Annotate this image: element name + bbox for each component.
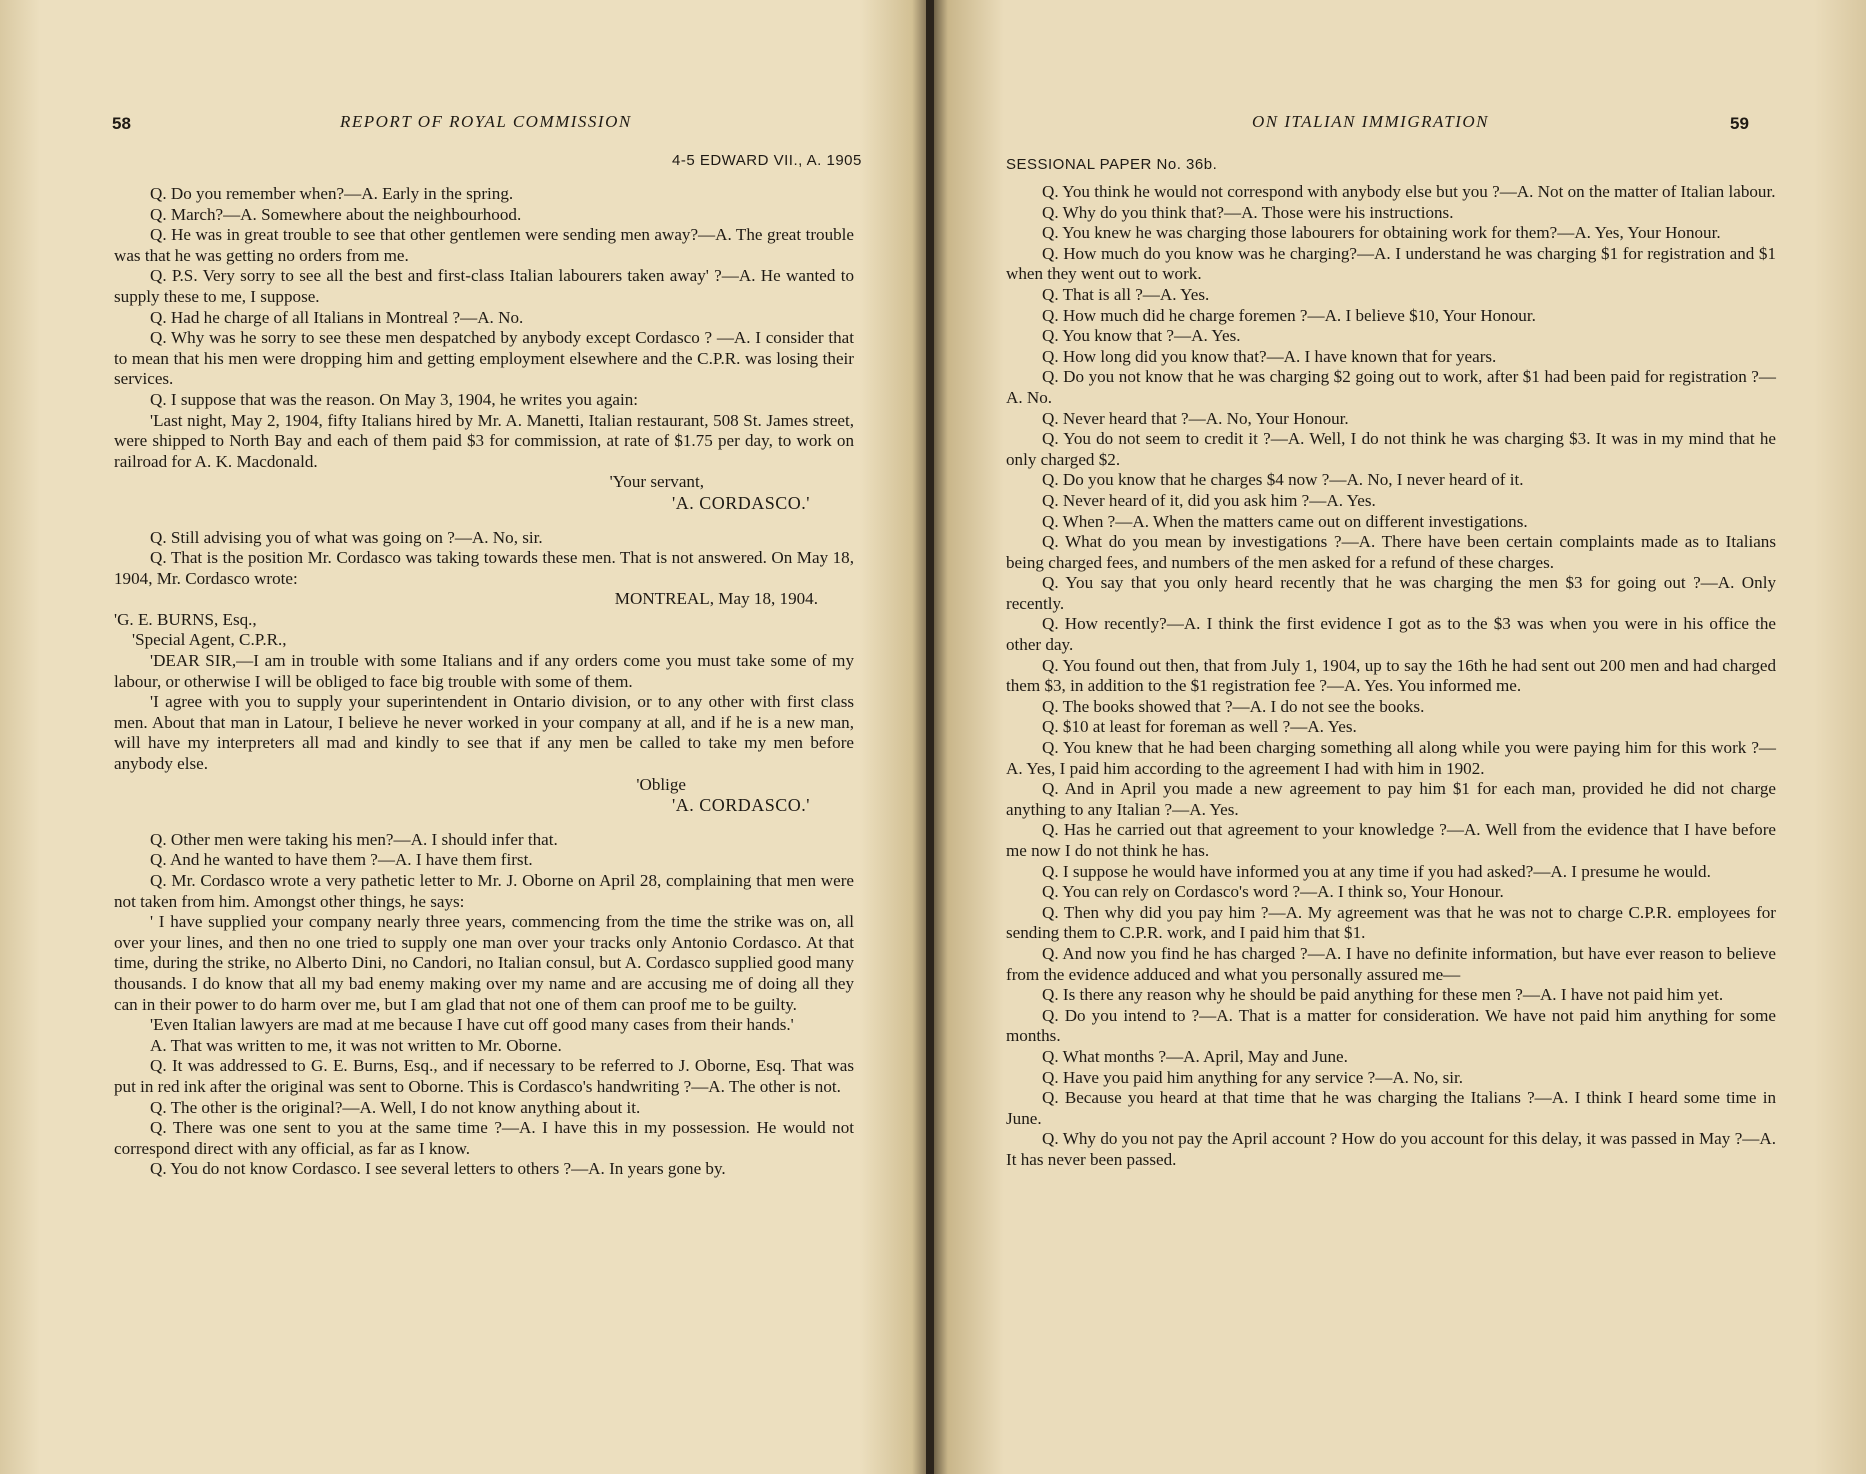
letter-addressee: 'G. E. BURNS, Esq., — [114, 609, 257, 629]
quoted-letter: 'I agree with you to supply your superintendent in Ontario division, or to any other with first class men. About that man in Latour, I believe he never worked in your company at all, and if he is a new man, will have my interpreters all mad and kindly to see that if any men be called to take my men before anybody else. — [114, 692, 854, 774]
paragraph: Q. You think he would not correspond with anybody else but you ?—A. Not on the matter of Italian labour. — [1042, 182, 1776, 201]
paragraph: Q. Do you know that he charges $4 now ?—A. No, I never heard of it. — [1042, 470, 1524, 490]
paragraph: Q. You found out then, that from July 1, 1904, up to say the 16th he had sent out 200 men and had charged them $3, in addition to the $1 registration fee ?—A. Yes. You informed me. — [1006, 655, 1776, 696]
paragraph: Q. You know that ?—A. Yes. — [1042, 326, 1241, 346]
running-head-right: ON ITALIAN IMMIGRATION — [1252, 112, 1489, 131]
paragraph: A. That was written to me, it was not written to Mr. Oborne. — [150, 1035, 562, 1055]
paragraph: Q. When ?—A. When the matters came out on different investigations. — [1042, 511, 1528, 531]
paragraph: Q. What months ?—A. April, May and June. — [1042, 1046, 1348, 1066]
paragraph: Q. $10 at least for foreman as well ?—A. Yes. — [1042, 717, 1357, 737]
book-gutter — [926, 0, 934, 1474]
paragraph: Q. March?—A. Somewhere about the neighbourhood. — [150, 204, 522, 224]
letter-signature: 'A. CORDASCO.' — [671, 795, 810, 816]
letter-signature: 'A. CORDASCO.' — [671, 492, 810, 513]
quoted-letter: 'Even Italian lawyers are mad at me because I have cut off good many cases from their hands.' — [150, 1015, 794, 1035]
paragraph: Q. Have you paid him anything for any service ?—A. No, sir. — [1042, 1067, 1464, 1087]
session-tag-right: SESSIONAL PAPER No. 36b. — [1006, 156, 1218, 173]
paragraph: Q. Why do you think that?—A. Those were his instructions. — [1042, 202, 1454, 222]
paragraph: Q. Do you intend to ?—A. That is a matter for consideration. We have not paid him anything for some months. — [1006, 1005, 1776, 1046]
left-page — [0, 0, 926, 1474]
paragraph: Q. Then why did you pay him ?—A. My agreement was that he was not to charge C.P.R. employees for sending them to C.P.R. work, and I paid him that $1. — [1006, 902, 1776, 943]
paragraph: Q. I suppose he would have informed you at any time if you had asked?—A. I presume he would. — [1042, 861, 1711, 881]
paragraph: Q. The books showed that ?—A. I do not see the books. — [1042, 696, 1425, 716]
page-number-right: 59 — [1730, 114, 1749, 133]
paragraph: Q. Mr. Cordasco wrote a very pathetic letter to Mr. J. Oborne on April 28, complaining that men were not taken from him. Amongst other things, he says: — [114, 871, 854, 911]
paragraph: Q. And now you find he has charged ?—A. I have no definite information, but have ever reason to believe from the evidence adduced and what you personally assured me— — [1006, 943, 1776, 984]
paragraph: Q. Had he charge of all Italians in Montreal ?—A. No. — [150, 307, 524, 327]
left-text-column — [114, 184, 854, 1180]
letter-closing: 'Oblige — [636, 774, 686, 794]
paragraph: Q. Do you not know that he was charging $2 going out to work, after $1 had been paid for registration ?—A. No. — [1006, 367, 1776, 407]
right-page — [934, 0, 1866, 1474]
paragraph: Q. Has he carried out that agreement to your knowledge ?—A. Well from the evidence that I have before me now I do not think he has. — [1006, 820, 1776, 860]
paragraph: Q. That is the position Mr. Cordasco was taking towards these men. That is not answered. On May 18, 1904, Mr. Cordasco wrote: — [114, 548, 854, 588]
paragraph: Q. It was addressed to G. E. Burns, Esq., and if necessary to be referred to J. Oborne, Esq. That was put in red ink after the original was sent to Oborne. This is Cordasco's handwriting ?—A. The other is not. — [114, 1056, 854, 1096]
paragraph: Q. Other men were taking his men?—A. I should infer that. — [150, 829, 558, 849]
paragraph: Q. You can rely on Cordasco's word ?—A. I think so, Your Honour. — [1042, 882, 1504, 902]
paragraph: Q. You say that you only heard recently that he was charging the men $3 for going out ?—A. Only recently. — [1006, 573, 1776, 613]
paragraph: Q. He was in great trouble to see that other gentlemen were sending men away?—A. The great trouble was that he was getting no orders from me. — [114, 225, 854, 265]
paragraph: Q. Is there any reason why he should be paid anything for these men ?—A. I have not paid him yet. — [1042, 985, 1724, 1005]
paragraph: Q. You knew he was charging those labourers for obtaining work for them?—A. Yes, Your Honour. — [1042, 223, 1721, 243]
quoted-letter: 'Last night, May 2, 1904, fifty Italians hired by Mr. A. Manetti, Italian restaurant, 508 St. James street, were shipped to North Bay and each of them paid $3 for commission, at rate of $1.75 per day, to work on railroad for A. K. Macdonald. — [114, 410, 854, 471]
paragraph: Q. There was one sent to you at the same time ?—A. I have this in my possession. He would not correspond direct with any official, as far as I know. — [114, 1118, 854, 1158]
paragraph: Q. What do you mean by investigations ?—A. There have been certain complaints made as to Italians being charged fees, and numbers of the men asked for a refund of these charges. — [1006, 532, 1776, 572]
paragraph: Q. Never heard of it, did you ask him ?—A. Yes. — [1042, 490, 1376, 510]
paragraph: Q. I suppose that was the reason. On May 3, 1904, he writes you again: — [150, 389, 639, 409]
paragraph: Q. Because you heard at that time that he was charging the Italians ?—A. I think I heard some time in June. — [1006, 1088, 1776, 1128]
paragraph: Q. You knew that he had been charging something all along while you were paying him for this work ?—A. Yes, I paid him according to the agreement I had with him in 1902. — [1006, 738, 1776, 778]
paragraph: Q. How much did he charge foremen ?—A. I believe $10, Your Honour. — [1042, 305, 1536, 325]
paragraph: Q. P.S. Very sorry to see all the best and first-class Italian labourers taken away' ?—A. He wanted to supply these to me, I suppose. — [114, 266, 854, 306]
right-text-column — [1006, 182, 1776, 1171]
paragraph: Q. Why was he sorry to see these men despatched by anybody except Cordasco ? —A. I consider that to mean that his men were dropping him and getting employment elsewhere and the C.P.R. was losing their services. — [114, 328, 854, 389]
paragraph: Q. How much do you know was he charging?—A. I understand he was charging $1 for registration and $1 when they went out to work. — [1006, 243, 1776, 284]
paragraph: Q. You do not seem to credit it ?—A. Well, I do not think he was charging $3. It was in my mind that he only charged $2. — [1006, 429, 1776, 469]
letter-addressee-title: 'Special Agent, C.P.R., — [132, 630, 287, 650]
paragraph: Q. Do you remember when?—A. Early in the spring. — [150, 184, 514, 203]
quoted-letter: ' I have supplied your company nearly three years, commencing from the time the strike was on, all over your lines, and then no one tried to supply one man over your tracks only Antonio Cordasco. At that time, during the strike, no Alberto Dini, no Candori, no Italian consul, but A. Cordasco supplied good many thousands. I do know that all my bad enemy making over my name and are accusing me of doing all they can in their power to do harm over me, but I am glad that not one of them can proof me to be guilty. — [114, 912, 854, 1014]
running-head-left: REPORT OF ROYAL COMMISSION — [340, 112, 632, 131]
session-tag-left: 4-5 EDWARD VII., A. 1905 — [672, 152, 862, 169]
letter-closing: 'Your servant, — [609, 472, 704, 492]
paragraph: Q. Why do you not pay the April account ? How do you account for this delay, it was passed in May ?—A. It has never been passed. — [1006, 1129, 1776, 1169]
paragraph: Q. And in April you made a new agreement to pay him $1 for each man, provided he did not charge anything to any Italian ?—A. Yes. — [1006, 779, 1776, 819]
page-number-left: 58 — [112, 114, 131, 133]
paragraph: Q. And he wanted to have them ?—A. I have them first. — [150, 850, 533, 870]
paragraph: Q. That is all ?—A. Yes. — [1042, 284, 1210, 304]
quoted-letter: 'DEAR SIR,—I am in trouble with some Italians and if any orders come you must take some of my labour, or otherwise I will be obliged to face big trouble with some of them. — [114, 651, 854, 691]
paragraph: Q. How long did you know that?—A. I have known that for years. — [1042, 346, 1497, 366]
paragraph: Q. Never heard that ?—A. No, Your Honour. — [1042, 408, 1349, 428]
letter-dateline: MONTREAL, May 18, 1904. — [614, 589, 818, 609]
paragraph: Q. Still advising you of what was going on ?—A. No, sir. — [150, 527, 543, 547]
paragraph: Q. The other is the original?—A. Well, I do not know anything about it. — [150, 1097, 641, 1117]
paragraph: Q. You do not know Cordasco. I see several letters to others ?—A. In years gone by. — [150, 1159, 726, 1179]
paragraph: Q. How recently?—A. I think the first evidence I got as to the $3 was when you were in his office the other day. — [1006, 614, 1776, 655]
